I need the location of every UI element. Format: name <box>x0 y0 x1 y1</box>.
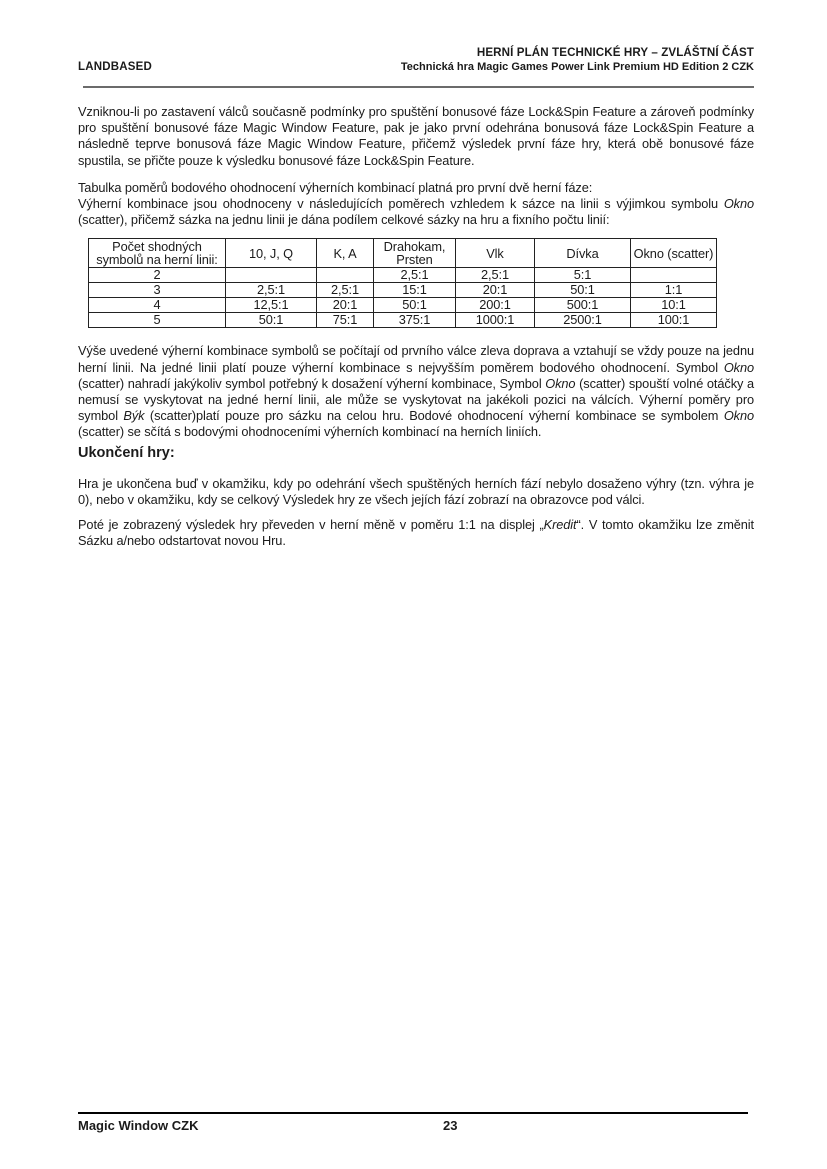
header-title-line2: Technická hra Magic Games Power Link Premium HD Edition 2 CZK <box>400 61 754 73</box>
table-header-cell: Počet shodných symbolů na herní linii: <box>89 239 226 268</box>
text-segment: “. V tomto okamžiku lze změnit Sázku a/nebo odstartovat novou Hru. <box>78 517 754 549</box>
table-cell: 1000:1 <box>456 313 535 328</box>
table-cell: 2,5:1 <box>317 283 374 298</box>
header-left-label: LANDBASED <box>78 61 152 73</box>
paragraph-table-intro-line2 <box>78 196 754 228</box>
table-cell: 12,5:1 <box>226 298 317 313</box>
table-cell: 2,5:1 <box>374 268 456 283</box>
table-cell: 3 <box>89 283 226 298</box>
italic-text: Okno <box>723 408 754 424</box>
table-header-cell: Dívka <box>535 239 631 268</box>
text-segment: (scatter), přičemž sázka na jednu linii je dána podílem celkové sázky na hru a fixního počtu linií: <box>78 212 610 228</box>
table-cell: 4 <box>89 298 226 313</box>
header-right-block <box>401 46 754 74</box>
table-cell: 15:1 <box>374 283 456 298</box>
table-header-cell: Okno (scatter) <box>631 239 717 268</box>
text-segment: Výherní kombinace jsou ohodnoceny v následujících poměrech vzhledem k sázce na linii s výjimkou symbolu <box>78 196 724 212</box>
table-cell: 50:1 <box>535 283 631 298</box>
document-body <box>78 104 754 549</box>
paragraph-bonus-phases: Vzniknou-li po zastavení válců současně podmínky pro spuštění bonusové fáze Lock&Spin Feature a zároveň podmínky pro spuštění bonusové fáze Magic Window Feature, pak je jako první odehrána bonusová fáze Lock&Spin Feature a následně teprve bonusová fáze Magic Window Feature, přičemž výsledek první fáze hry, která obě bonusové fáze spustila, se přičte pouze k výsledku bonusové fáze Lock&Spin Feature. <box>78 104 754 168</box>
table-cell: 1:1 <box>631 283 717 298</box>
table-cell: 2 <box>89 268 226 283</box>
paragraph-credit-transfer <box>78 517 754 549</box>
footer-document-name: Magic Window CZK <box>78 1118 199 1133</box>
payout-table-header-row <box>89 239 717 268</box>
text-segment: (scatter) spouští volné otáčky a nemusí se vyskytovat na jedné herní linii, ale může se vyskytovat na jakékoli pozici na válcích. Výherní poměry pro symbol <box>78 375 754 424</box>
table-cell: 5:1 <box>535 268 631 283</box>
payout-table <box>88 238 717 328</box>
italic-text: Okno <box>723 196 754 212</box>
italic-text: Kredit <box>543 517 577 533</box>
paragraph-game-end: Hra je ukončena buď v okamžiku, kdy po odehrání všech spuštěných herních fází nebylo dosaženo výhry (tzn. výhra je 0), nebo v okamžiku, kdy se celkový Výsledek hry ze všech jejích fází zobrazí na obrazovce pod válci. <box>78 475 754 507</box>
table-header-cell: 10, J, Q <box>226 239 317 268</box>
table-cell: 200:1 <box>456 298 535 313</box>
table-cell <box>226 268 317 283</box>
table-cell <box>317 268 374 283</box>
table-cell: 10:1 <box>631 298 717 313</box>
table-cell: 20:1 <box>456 283 535 298</box>
document-header <box>78 46 754 74</box>
table-cell <box>631 268 717 283</box>
section-heading-game-end: Ukončení hry: <box>78 444 175 461</box>
text-segment: (scatter) nahradí jakýkoliv symbol potřebný k dosažení výherní kombinace, Symbol <box>78 375 546 391</box>
italic-text: Okno <box>545 375 576 391</box>
text-segment: (scatter)platí pouze pro sázku na celou hru. Bodové ohodnocení výherní kombinace se symbolem <box>144 408 724 424</box>
table-row <box>89 298 717 313</box>
document-footer <box>78 1112 748 1133</box>
text-segment: Poté je zobrazený výsledek hry převeden v herní měně v poměru 1:1 na displej „ <box>78 517 544 533</box>
footer-page-number: 23 <box>443 1118 458 1133</box>
payout-table-body <box>89 268 717 328</box>
table-cell: 2500:1 <box>535 313 631 328</box>
table-cell: 5 <box>89 313 226 328</box>
header-rule <box>83 86 754 88</box>
table-row <box>89 283 717 298</box>
table-cell: 50:1 <box>374 298 456 313</box>
table-row <box>89 313 717 328</box>
table-cell: 50:1 <box>226 313 317 328</box>
table-row <box>89 268 717 283</box>
header-title-line1: HERNÍ PLÁN TECHNICKÉ HRY – ZVLÁŠTNÍ ČÁST <box>476 46 754 59</box>
table-cell: 2,5:1 <box>226 283 317 298</box>
footer-row <box>78 1114 748 1133</box>
paragraph-winning-combinations <box>78 343 754 440</box>
paragraph-table-intro-line1: Tabulka poměrů bodového ohodnocení výherních kombinací platná pro první dvě herní fáze: <box>78 179 593 195</box>
italic-text: Okno <box>723 359 754 375</box>
table-cell: 20:1 <box>317 298 374 313</box>
table-cell: 2,5:1 <box>456 268 535 283</box>
table-cell: 375:1 <box>374 313 456 328</box>
table-cell: 75:1 <box>317 313 374 328</box>
table-header-cell: K, A <box>317 239 374 268</box>
text-segment: (scatter) se sčítá s bodovými ohodnoceními výherních kombinací na herních liniích. <box>78 424 542 440</box>
table-header-cell: Vlk <box>456 239 535 268</box>
table-cell: 500:1 <box>535 298 631 313</box>
table-header-cell: Drahokam, Prsten <box>374 239 456 268</box>
italic-text: Býk <box>123 408 145 424</box>
table-cell: 100:1 <box>631 313 717 328</box>
text-segment: Výše uvedené výherní kombinace symbolů se počítají od prvního válce zleva doprava a vztahují se vždy pouze na jednu herní linii. Na jedné linii platí pouze výherní kombinace s nejvyšším poměrem bodového ohodnocení. Symbol <box>78 343 754 375</box>
